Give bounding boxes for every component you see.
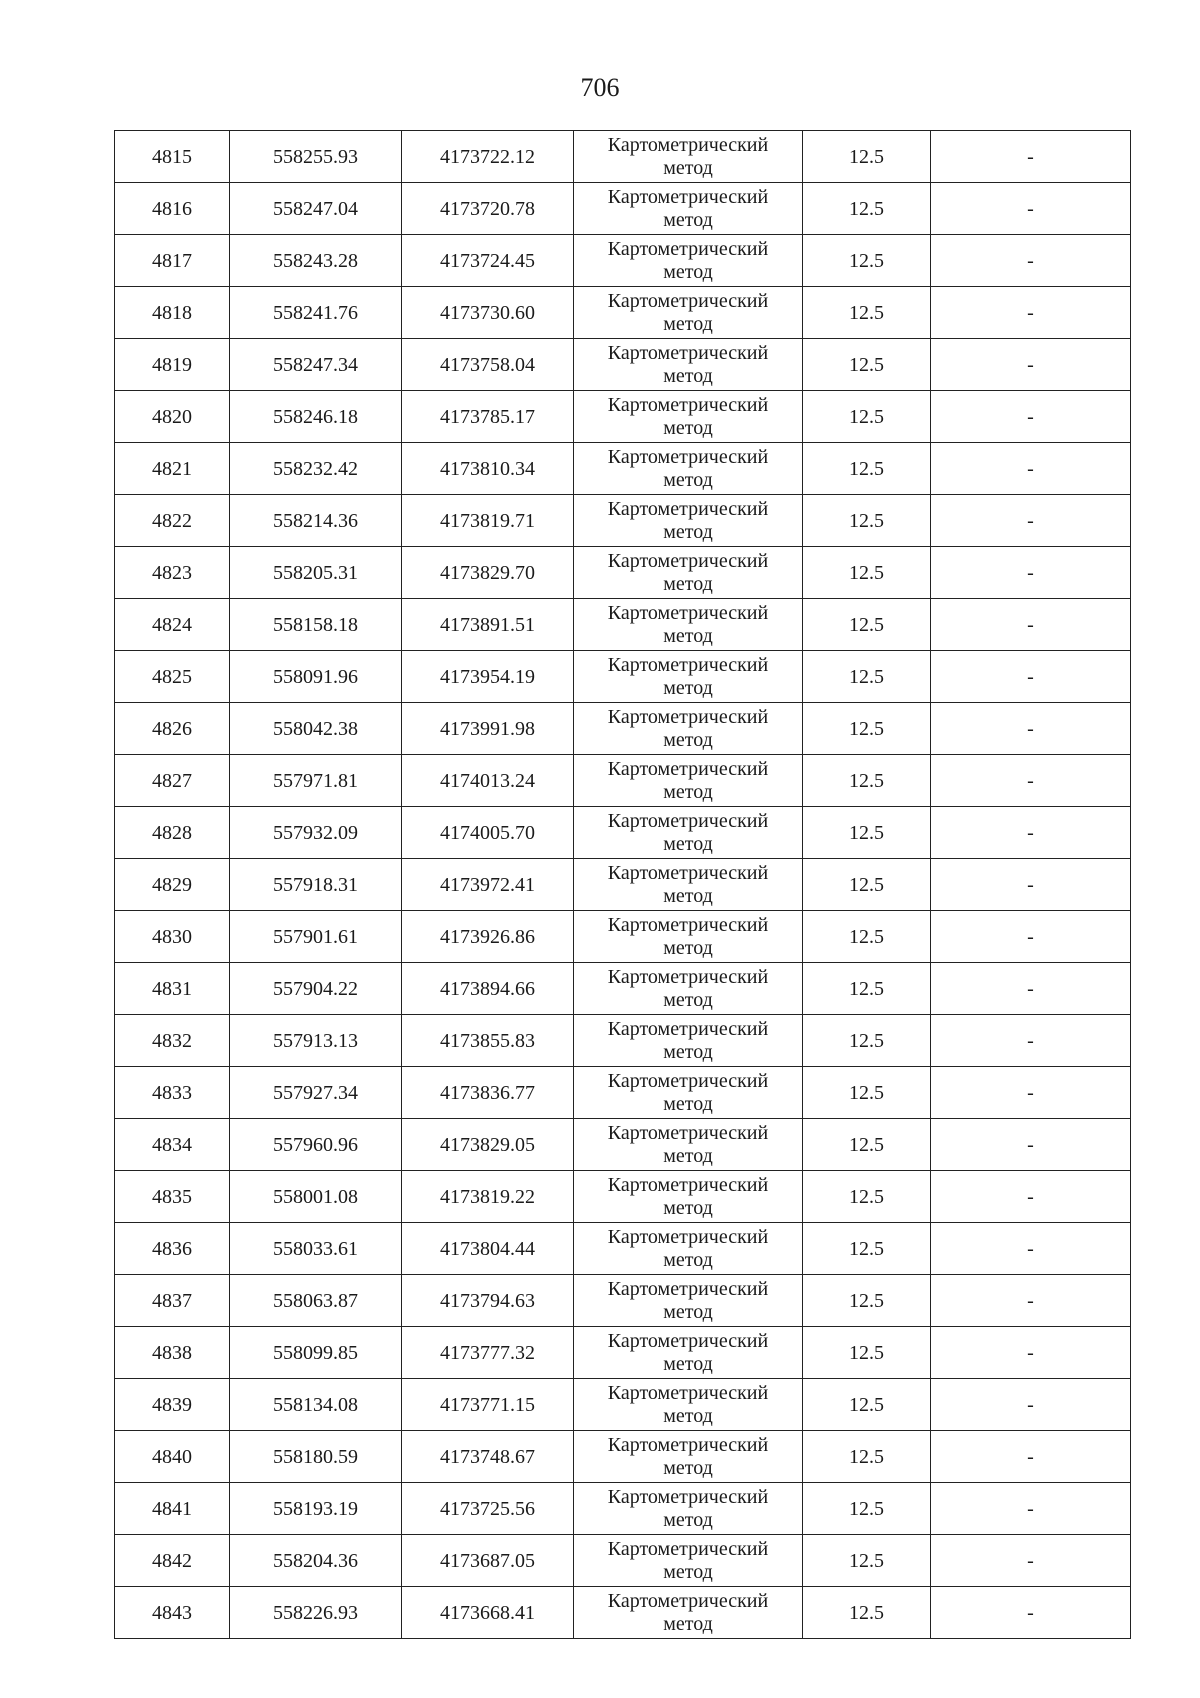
- accuracy-cell: 12.5: [803, 339, 931, 391]
- note-cell: -: [931, 131, 1131, 183]
- method-line-2: метод: [663, 468, 713, 491]
- method-line-1: Картометрический: [607, 861, 769, 884]
- method-line-1: Картометрический: [607, 497, 769, 520]
- method-cell: [574, 1171, 803, 1223]
- y-coordinate-cell: 4173810.34: [402, 443, 574, 495]
- note-cell: -: [931, 1223, 1131, 1275]
- method-line-1: Картометрический: [607, 1381, 769, 1404]
- method-line-1: Картометрический: [607, 1537, 769, 1560]
- x-coordinate-cell: 558226.93: [230, 1587, 402, 1639]
- note-cell: -: [931, 911, 1131, 963]
- method-cell: [574, 651, 803, 703]
- method-line-1: Картометрический: [607, 1485, 769, 1508]
- x-coordinate-cell: 557901.61: [230, 911, 402, 963]
- x-coordinate-cell: 558158.18: [230, 599, 402, 651]
- method-cell: [574, 859, 803, 911]
- point-id-cell: 4832: [115, 1015, 230, 1067]
- method-line-1: Картометрический: [607, 1121, 769, 1144]
- x-coordinate-cell: 558205.31: [230, 547, 402, 599]
- method-line-2: метод: [663, 520, 713, 543]
- method-cell: [574, 1275, 803, 1327]
- x-coordinate-cell: 558214.36: [230, 495, 402, 547]
- note-cell: -: [931, 807, 1131, 859]
- method-cell: [574, 963, 803, 1015]
- accuracy-cell: 12.5: [803, 859, 931, 911]
- accuracy-cell: 12.5: [803, 495, 931, 547]
- note-cell: -: [931, 1015, 1131, 1067]
- table-row: [115, 235, 1131, 287]
- method-line-2: метод: [663, 364, 713, 387]
- y-coordinate-cell: 4173991.98: [402, 703, 574, 755]
- table-row: [115, 391, 1131, 443]
- method-line-2: метод: [663, 936, 713, 959]
- method-cell: [574, 599, 803, 651]
- method-line-1: Картометрический: [607, 965, 769, 988]
- note-cell: -: [931, 235, 1131, 287]
- method-line-1: Картометрический: [607, 237, 769, 260]
- point-id-cell: 4826: [115, 703, 230, 755]
- x-coordinate-cell: 558243.28: [230, 235, 402, 287]
- accuracy-cell: 12.5: [803, 1171, 931, 1223]
- table-row: [115, 1587, 1131, 1639]
- method-cell: [574, 443, 803, 495]
- method-line-1: Картометрический: [607, 1173, 769, 1196]
- method-line-2: метод: [663, 1248, 713, 1271]
- y-coordinate-cell: 4173720.78: [402, 183, 574, 235]
- y-coordinate-cell: 4173829.70: [402, 547, 574, 599]
- accuracy-cell: 12.5: [803, 1275, 931, 1327]
- accuracy-cell: 12.5: [803, 391, 931, 443]
- y-coordinate-cell: 4173730.60: [402, 287, 574, 339]
- y-coordinate-cell: 4173722.12: [402, 131, 574, 183]
- x-coordinate-cell: 558255.93: [230, 131, 402, 183]
- point-id-cell: 4819: [115, 339, 230, 391]
- method-cell: [574, 547, 803, 599]
- accuracy-cell: 12.5: [803, 755, 931, 807]
- y-coordinate-cell: 4173687.05: [402, 1535, 574, 1587]
- method-cell: [574, 235, 803, 287]
- y-coordinate-cell: 4173725.56: [402, 1483, 574, 1535]
- point-id-cell: 4833: [115, 1067, 230, 1119]
- coordinates-table-body: [115, 131, 1131, 1639]
- note-cell: -: [931, 391, 1131, 443]
- method-cell: [574, 339, 803, 391]
- table-row: [115, 911, 1131, 963]
- method-line-2: метод: [663, 312, 713, 335]
- y-coordinate-cell: 4174013.24: [402, 755, 574, 807]
- table-row: [115, 963, 1131, 1015]
- point-id-cell: 4834: [115, 1119, 230, 1171]
- page-number: 706: [580, 73, 620, 102]
- method-line-2: метод: [663, 884, 713, 907]
- y-coordinate-cell: 4173819.71: [402, 495, 574, 547]
- method-line-2: метод: [663, 1560, 713, 1583]
- method-cell: [574, 1379, 803, 1431]
- method-cell: [574, 1119, 803, 1171]
- method-line-1: Картометрический: [607, 1329, 769, 1352]
- note-cell: -: [931, 1171, 1131, 1223]
- accuracy-cell: 12.5: [803, 1483, 931, 1535]
- y-coordinate-cell: 4173855.83: [402, 1015, 574, 1067]
- method-line-2: метод: [663, 1508, 713, 1531]
- accuracy-cell: 12.5: [803, 235, 931, 287]
- method-line-2: метод: [663, 676, 713, 699]
- method-cell: [574, 1223, 803, 1275]
- table-row: [115, 1223, 1131, 1275]
- method-line-2: метод: [663, 1456, 713, 1479]
- method-line-1: Картометрический: [607, 653, 769, 676]
- table-row: [115, 495, 1131, 547]
- method-line-1: Картометрический: [607, 1225, 769, 1248]
- note-cell: -: [931, 1067, 1131, 1119]
- x-coordinate-cell: 558247.34: [230, 339, 402, 391]
- point-id-cell: 4831: [115, 963, 230, 1015]
- table-row: [115, 755, 1131, 807]
- method-cell: [574, 287, 803, 339]
- accuracy-cell: 12.5: [803, 131, 931, 183]
- note-cell: -: [931, 599, 1131, 651]
- point-id-cell: 4838: [115, 1327, 230, 1379]
- method-cell: [574, 807, 803, 859]
- x-coordinate-cell: 558247.04: [230, 183, 402, 235]
- method-line-1: Картометрический: [607, 809, 769, 832]
- y-coordinate-cell: 4173926.86: [402, 911, 574, 963]
- note-cell: -: [931, 1119, 1131, 1171]
- x-coordinate-cell: 558042.38: [230, 703, 402, 755]
- x-coordinate-cell: 558099.85: [230, 1327, 402, 1379]
- note-cell: -: [931, 1535, 1131, 1587]
- point-id-cell: 4818: [115, 287, 230, 339]
- accuracy-cell: 12.5: [803, 1015, 931, 1067]
- note-cell: -: [931, 703, 1131, 755]
- y-coordinate-cell: 4173668.41: [402, 1587, 574, 1639]
- y-coordinate-cell: 4173829.05: [402, 1119, 574, 1171]
- point-id-cell: 4836: [115, 1223, 230, 1275]
- point-id-cell: 4828: [115, 807, 230, 859]
- y-coordinate-cell: 4173777.32: [402, 1327, 574, 1379]
- x-coordinate-cell: 557927.34: [230, 1067, 402, 1119]
- table-row: [115, 1067, 1131, 1119]
- method-line-1: Картометрический: [607, 1017, 769, 1040]
- accuracy-cell: 12.5: [803, 1587, 931, 1639]
- method-line-1: Картометрический: [607, 913, 769, 936]
- table-row: [115, 339, 1131, 391]
- y-coordinate-cell: 4173748.67: [402, 1431, 574, 1483]
- note-cell: -: [931, 183, 1131, 235]
- y-coordinate-cell: 4173785.17: [402, 391, 574, 443]
- x-coordinate-cell: 557932.09: [230, 807, 402, 859]
- x-coordinate-cell: 558193.19: [230, 1483, 402, 1535]
- point-id-cell: 4839: [115, 1379, 230, 1431]
- accuracy-cell: 12.5: [803, 287, 931, 339]
- point-id-cell: 4822: [115, 495, 230, 547]
- x-coordinate-cell: 558241.76: [230, 287, 402, 339]
- point-id-cell: 4817: [115, 235, 230, 287]
- table-row: [115, 1431, 1131, 1483]
- point-id-cell: 4816: [115, 183, 230, 235]
- method-cell: [574, 131, 803, 183]
- x-coordinate-cell: 558033.61: [230, 1223, 402, 1275]
- point-id-cell: 4837: [115, 1275, 230, 1327]
- method-cell: [574, 183, 803, 235]
- y-coordinate-cell: 4174005.70: [402, 807, 574, 859]
- point-id-cell: 4842: [115, 1535, 230, 1587]
- note-cell: -: [931, 859, 1131, 911]
- y-coordinate-cell: 4173819.22: [402, 1171, 574, 1223]
- table-row: [115, 1379, 1131, 1431]
- method-line-2: метод: [663, 260, 713, 283]
- note-cell: -: [931, 1483, 1131, 1535]
- point-id-cell: 4825: [115, 651, 230, 703]
- y-coordinate-cell: 4173972.41: [402, 859, 574, 911]
- accuracy-cell: 12.5: [803, 911, 931, 963]
- accuracy-cell: 12.5: [803, 1327, 931, 1379]
- point-id-cell: 4840: [115, 1431, 230, 1483]
- x-coordinate-cell: 558204.36: [230, 1535, 402, 1587]
- note-cell: -: [931, 495, 1131, 547]
- method-line-1: Картометрический: [607, 185, 769, 208]
- x-coordinate-cell: 558180.59: [230, 1431, 402, 1483]
- note-cell: -: [931, 651, 1131, 703]
- method-line-1: Картометрический: [607, 1589, 769, 1612]
- method-cell: [574, 1535, 803, 1587]
- table-row: [115, 703, 1131, 755]
- method-line-1: Картометрический: [607, 289, 769, 312]
- x-coordinate-cell: 558001.08: [230, 1171, 402, 1223]
- method-line-2: метод: [663, 1040, 713, 1063]
- x-coordinate-cell: 557960.96: [230, 1119, 402, 1171]
- table-row: [115, 1275, 1131, 1327]
- method-cell: [574, 391, 803, 443]
- method-line-2: метод: [663, 1612, 713, 1635]
- x-coordinate-cell: 558246.18: [230, 391, 402, 443]
- method-line-2: метод: [663, 416, 713, 439]
- x-coordinate-cell: 558091.96: [230, 651, 402, 703]
- table-row: [115, 859, 1131, 911]
- table-row: [115, 443, 1131, 495]
- x-coordinate-cell: 557904.22: [230, 963, 402, 1015]
- accuracy-cell: 12.5: [803, 963, 931, 1015]
- method-line-1: Картометрический: [607, 549, 769, 572]
- table-row: [115, 1483, 1131, 1535]
- method-cell: [574, 703, 803, 755]
- table-row: [115, 1535, 1131, 1587]
- table-row: [115, 131, 1131, 183]
- note-cell: -: [931, 547, 1131, 599]
- y-coordinate-cell: 4173836.77: [402, 1067, 574, 1119]
- method-line-1: Картометрический: [607, 133, 769, 156]
- coordinates-table: [114, 130, 1131, 1639]
- table-row: [115, 599, 1131, 651]
- table-row: [115, 287, 1131, 339]
- point-id-cell: 4827: [115, 755, 230, 807]
- note-cell: -: [931, 1327, 1131, 1379]
- method-line-2: метод: [663, 208, 713, 231]
- method-line-2: метод: [663, 1404, 713, 1427]
- y-coordinate-cell: 4173758.04: [402, 339, 574, 391]
- point-id-cell: 4829: [115, 859, 230, 911]
- note-cell: -: [931, 287, 1131, 339]
- table-row: [115, 1327, 1131, 1379]
- accuracy-cell: 12.5: [803, 1119, 931, 1171]
- method-cell: [574, 1587, 803, 1639]
- method-cell: [574, 1327, 803, 1379]
- accuracy-cell: 12.5: [803, 807, 931, 859]
- note-cell: -: [931, 1379, 1131, 1431]
- point-id-cell: 4835: [115, 1171, 230, 1223]
- accuracy-cell: 12.5: [803, 703, 931, 755]
- method-line-2: метод: [663, 1092, 713, 1115]
- point-id-cell: 4815: [115, 131, 230, 183]
- method-line-2: метод: [663, 988, 713, 1011]
- note-cell: -: [931, 963, 1131, 1015]
- accuracy-cell: 12.5: [803, 547, 931, 599]
- method-line-2: метод: [663, 1144, 713, 1167]
- table-row: [115, 807, 1131, 859]
- method-line-1: Картометрический: [607, 445, 769, 468]
- accuracy-cell: 12.5: [803, 1535, 931, 1587]
- method-line-1: Картометрический: [607, 1277, 769, 1300]
- method-line-1: Картометрический: [607, 341, 769, 364]
- point-id-cell: 4841: [115, 1483, 230, 1535]
- point-id-cell: 4821: [115, 443, 230, 495]
- accuracy-cell: 12.5: [803, 1431, 931, 1483]
- accuracy-cell: 12.5: [803, 651, 931, 703]
- method-cell: [574, 1067, 803, 1119]
- y-coordinate-cell: 4173794.63: [402, 1275, 574, 1327]
- y-coordinate-cell: 4173894.66: [402, 963, 574, 1015]
- method-line-2: метод: [663, 624, 713, 647]
- table-row: [115, 1015, 1131, 1067]
- accuracy-cell: 12.5: [803, 599, 931, 651]
- method-line-2: метод: [663, 1196, 713, 1219]
- x-coordinate-cell: 558063.87: [230, 1275, 402, 1327]
- accuracy-cell: 12.5: [803, 183, 931, 235]
- table-row: [115, 651, 1131, 703]
- method-line-1: Картометрический: [607, 1433, 769, 1456]
- point-id-cell: 4820: [115, 391, 230, 443]
- accuracy-cell: 12.5: [803, 443, 931, 495]
- note-cell: -: [931, 1431, 1131, 1483]
- note-cell: -: [931, 339, 1131, 391]
- point-id-cell: 4830: [115, 911, 230, 963]
- method-cell: [574, 1015, 803, 1067]
- table-row: [115, 1171, 1131, 1223]
- method-line-1: Картометрический: [607, 393, 769, 416]
- method-cell: [574, 495, 803, 547]
- table-row: [115, 547, 1131, 599]
- method-line-1: Картометрический: [607, 1069, 769, 1092]
- accuracy-cell: 12.5: [803, 1067, 931, 1119]
- x-coordinate-cell: 557913.13: [230, 1015, 402, 1067]
- method-line-2: метод: [663, 156, 713, 179]
- note-cell: -: [931, 443, 1131, 495]
- method-line-2: метод: [663, 1300, 713, 1323]
- x-coordinate-cell: 557918.31: [230, 859, 402, 911]
- x-coordinate-cell: 558232.42: [230, 443, 402, 495]
- method-cell: [574, 755, 803, 807]
- point-id-cell: 4823: [115, 547, 230, 599]
- note-cell: -: [931, 1587, 1131, 1639]
- point-id-cell: 4843: [115, 1587, 230, 1639]
- y-coordinate-cell: 4173724.45: [402, 235, 574, 287]
- method-cell: [574, 1483, 803, 1535]
- y-coordinate-cell: 4173954.19: [402, 651, 574, 703]
- y-coordinate-cell: 4173804.44: [402, 1223, 574, 1275]
- method-cell: [574, 1431, 803, 1483]
- accuracy-cell: 12.5: [803, 1379, 931, 1431]
- method-line-2: метод: [663, 728, 713, 751]
- point-id-cell: 4824: [115, 599, 230, 651]
- method-line-1: Картометрический: [607, 601, 769, 624]
- method-line-2: метод: [663, 832, 713, 855]
- note-cell: -: [931, 755, 1131, 807]
- table-row: [115, 1119, 1131, 1171]
- x-coordinate-cell: 558134.08: [230, 1379, 402, 1431]
- table-row: [115, 183, 1131, 235]
- method-line-2: метод: [663, 780, 713, 803]
- method-cell: [574, 911, 803, 963]
- y-coordinate-cell: 4173771.15: [402, 1379, 574, 1431]
- method-line-1: Картометрический: [607, 757, 769, 780]
- method-line-1: Картометрический: [607, 705, 769, 728]
- accuracy-cell: 12.5: [803, 1223, 931, 1275]
- x-coordinate-cell: 557971.81: [230, 755, 402, 807]
- method-line-2: метод: [663, 572, 713, 595]
- method-line-2: метод: [663, 1352, 713, 1375]
- note-cell: -: [931, 1275, 1131, 1327]
- y-coordinate-cell: 4173891.51: [402, 599, 574, 651]
